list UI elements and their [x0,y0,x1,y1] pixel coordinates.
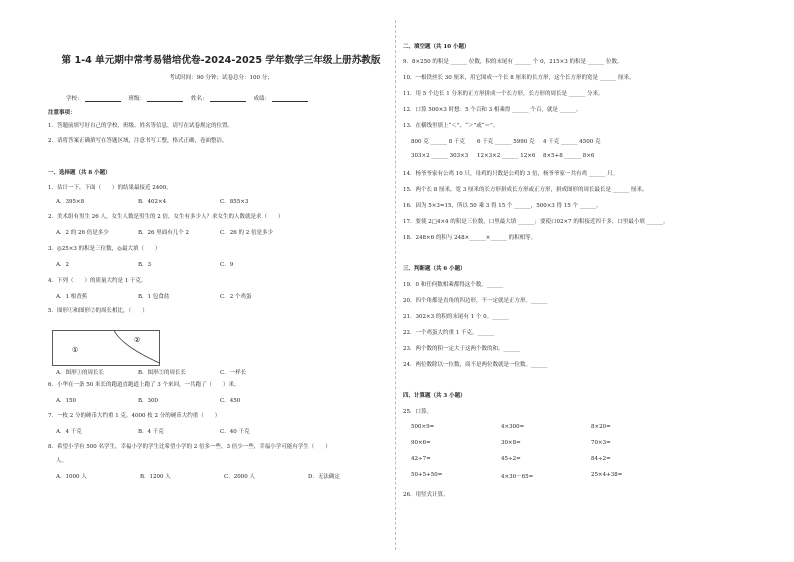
question-text: 21．302×3 的积的末尾有 1 个 0。______ [403,314,509,320]
question-text-cont: 人。 [56,458,68,464]
compare-item[interactable]: 8×5+8 ______ 8×6 [543,153,595,159]
question-text: 5．图形①和图形②的周长相比，（ ） [48,308,148,314]
calc-item[interactable]: 45÷2= [501,456,521,462]
compare-item[interactable]: 303×2 ______ 303×3 [411,153,469,159]
section-title-calc: 四、计算题（共 3 小题） [403,393,466,399]
calc-item[interactable]: 70×3= [591,440,611,446]
question-text: 19．0 和任何数相乘都得这个数。______ [403,282,504,288]
options-row [56,292,302,300]
section-title-choice: 一、选择题（共 8 小题） [48,170,111,176]
calc-row [411,440,681,446]
option[interactable]: B．26 里面有几个 2 [138,230,190,236]
option[interactable]: C．26 的 2 倍是多少 [220,230,273,236]
compare-item[interactable]: 4 千克 ______ 4500 克 [543,139,601,145]
calc-item[interactable]: 30×8= [501,440,521,446]
option[interactable]: B．3 [138,262,152,268]
class-field[interactable]: 班级： [129,94,184,102]
question-text: 15．两个长 8 厘米，宽 3 厘米的长方形拼成长方形或正方形，拼成图形的周长最长是 ______ 厘米。 [403,187,648,193]
calc-row [411,456,681,462]
compare-item[interactable]: 800 克 ______ 8 千克 [411,139,465,145]
option[interactable]: C．855×3 [220,199,249,205]
calc-item[interactable]: 84÷2= [591,456,611,462]
options-row [56,260,302,268]
question-text: 24．两位数除以一位数，商不是两位数就是一位数。______ [403,362,548,368]
column-divider [395,20,396,550]
option[interactable]: B．1200 人 [140,474,171,480]
option[interactable]: A．395×8 [56,199,85,205]
option[interactable]: D．无法确定 [308,474,340,480]
option[interactable]: A．4 千克 [56,429,82,435]
option[interactable]: A．2 [56,262,69,268]
question-text: 25．口算。 [403,409,432,415]
question-text: 22．一个鸡蛋大约重 1 千克。______ [403,330,494,336]
figure-label-1: ① [72,346,79,354]
question-text: 20．四个角都是直角的四边形，不一定就是正方形。______ [403,298,548,304]
options-row [56,197,302,205]
option[interactable]: B．300 [138,398,159,404]
question-text: 6．小华在一条 50 米长的跑道直跑道上跑了 3 个来回，一共跑了（ ）米。 [48,382,240,388]
option[interactable]: C．9 [220,262,234,268]
perimeter-figure [52,330,160,366]
option[interactable]: C．40 千克 [220,429,250,435]
calc-item[interactable]: 8×20= [591,424,611,430]
calc-item[interactable]: 90×6= [411,440,431,446]
option[interactable]: C．450 [220,398,241,404]
figure-label-2: ② [134,336,141,344]
question-text: 7．一枚 2 分的硬币大约重 1 克，4000 枚 2 分的硬币大约重（ ） [48,413,221,419]
option[interactable]: A．1000 人 [56,474,87,480]
question-text: 23．两个数的积一定大于这两个数的和。______ [403,346,520,352]
calc-item[interactable]: 42÷7= [411,456,431,462]
question-text: 8．希望小学有 500 名学生，幸福小学的学生比希望小学的 2 倍多一些，3 倍少一些，幸福小学可能有学生（ ） [48,444,331,450]
options-row [56,228,302,236]
option[interactable]: B．4 千克 [138,429,164,435]
notice-item: 1．答题前填写好自己的学校、班级、姓名等信息，请写在试卷规定的位置。 [48,123,234,129]
question-text: 17．要使 2□4×4 的积是三位数，口里最大填 ______；要使口02×7 的积接近四千多，口里最小填 ______。 [403,219,669,225]
calc-item[interactable]: 500×9= [411,424,435,430]
section-title-judge: 三、判断题（共 6 小题） [403,266,466,272]
question-text: 18．248×6 的积与 248×______×______ 的积相等。 [403,235,537,241]
page-title: 第 1-4 单元期中常考易错培优卷-2024-2025 学年数学三年级上册苏教版 [61,55,381,66]
question-text: 1．估计一下，下面（ ）的结果最接近 2400。 [48,185,172,191]
question-text: 11．用 5 个边长 1 分米的正方形拼成一个长方形，长方形的周长是 ______ 分米。 [403,91,604,97]
notice-title: 注意事项： [48,110,76,116]
option[interactable]: A．1 根香蕉 [56,294,88,300]
calc-row [411,424,681,430]
question-text: 13．在横线里填上“＜”、“＞”或“＝”。 [403,123,499,129]
name-field[interactable]: 姓名： [191,94,246,102]
question-text: 9．8×250 的积是 ______ 位数，积的末尾有 ______ 个 0，215×3 的积是 ______ 位数。 [403,59,623,65]
calc-row [411,472,681,480]
question-text: 3．◎25×3 的积是三位数，◎最大填（ ） [48,246,161,252]
option[interactable]: A．150 [56,398,76,404]
calc-item[interactable]: 50+5+50= [411,472,443,478]
question-text: 10．一根铁丝长 30 厘米，用它围成一个长 8 厘米的长方形，这个长方形的宽是 ______ 厘米。 [403,75,635,81]
compare-item[interactable]: 12×3×2 ______ 12×6 [477,153,536,159]
option[interactable]: C．2 个鸡蛋 [220,294,252,300]
option[interactable]: B．图形②的周长长 [138,370,187,376]
compare-row [411,137,609,145]
compare-row [411,153,609,159]
school-field[interactable]: 学校： [66,94,121,102]
score-field[interactable]: 成绩： [254,94,309,102]
option[interactable]: C．2000 人 [224,474,255,480]
question-text: 2．美术组有男生 26 人，女生人数是男生的 2 倍，女生有多少人？求女生的人数就是求（ ） [48,214,284,220]
question-text: 16．因为 5×3=15，所以 50 乘 3 得 15 个 ______，500×3 得 15 个 ______。 [403,203,602,209]
section-title-fill: 二、填空题（共 10 小题） [403,44,470,50]
calc-item[interactable]: 4×30－65= [501,474,534,480]
option[interactable]: A．2 的 26 倍是多少 [56,230,109,236]
compare-item[interactable]: 6 千克 ______ 5990 克 [477,139,535,145]
option[interactable]: C．一样长 [220,370,247,376]
question-text: 4．下列（ ）的质量大约是 1 千克。 [48,278,147,284]
options-row [56,472,392,480]
options-row [56,427,302,435]
option[interactable]: A．图形①的周长长 [56,370,104,376]
student-info [66,94,386,102]
calc-item[interactable]: 4×300= [501,424,525,430]
question-text: 26．用竖式计算。 [403,492,449,498]
exam-info: 考试时间：90 分钟；试卷总分：100 分； [169,75,273,81]
calc-item[interactable]: 25×4+38= [591,472,623,478]
options-row [56,368,302,376]
notice-item: 2．请将答案正确填写在答题区域，注意书写工整，格式正确，卷面整洁。 [48,138,228,144]
option[interactable]: B．1 包食盐 [138,294,170,300]
option[interactable]: B．402×4 [138,199,167,205]
options-row [56,396,302,404]
question-text: 12．口算 500×3 时想：5 个百和 3 相乘得 ______ 个百，就是 ______。 [403,107,582,113]
question-text: 14．杨爷爷家有公鸡 10 只，母鸡的只数是公鸡的 3 倍，杨爷爷家一共有鸡 ______ 只。 [403,171,618,177]
figure-rect [53,331,160,366]
